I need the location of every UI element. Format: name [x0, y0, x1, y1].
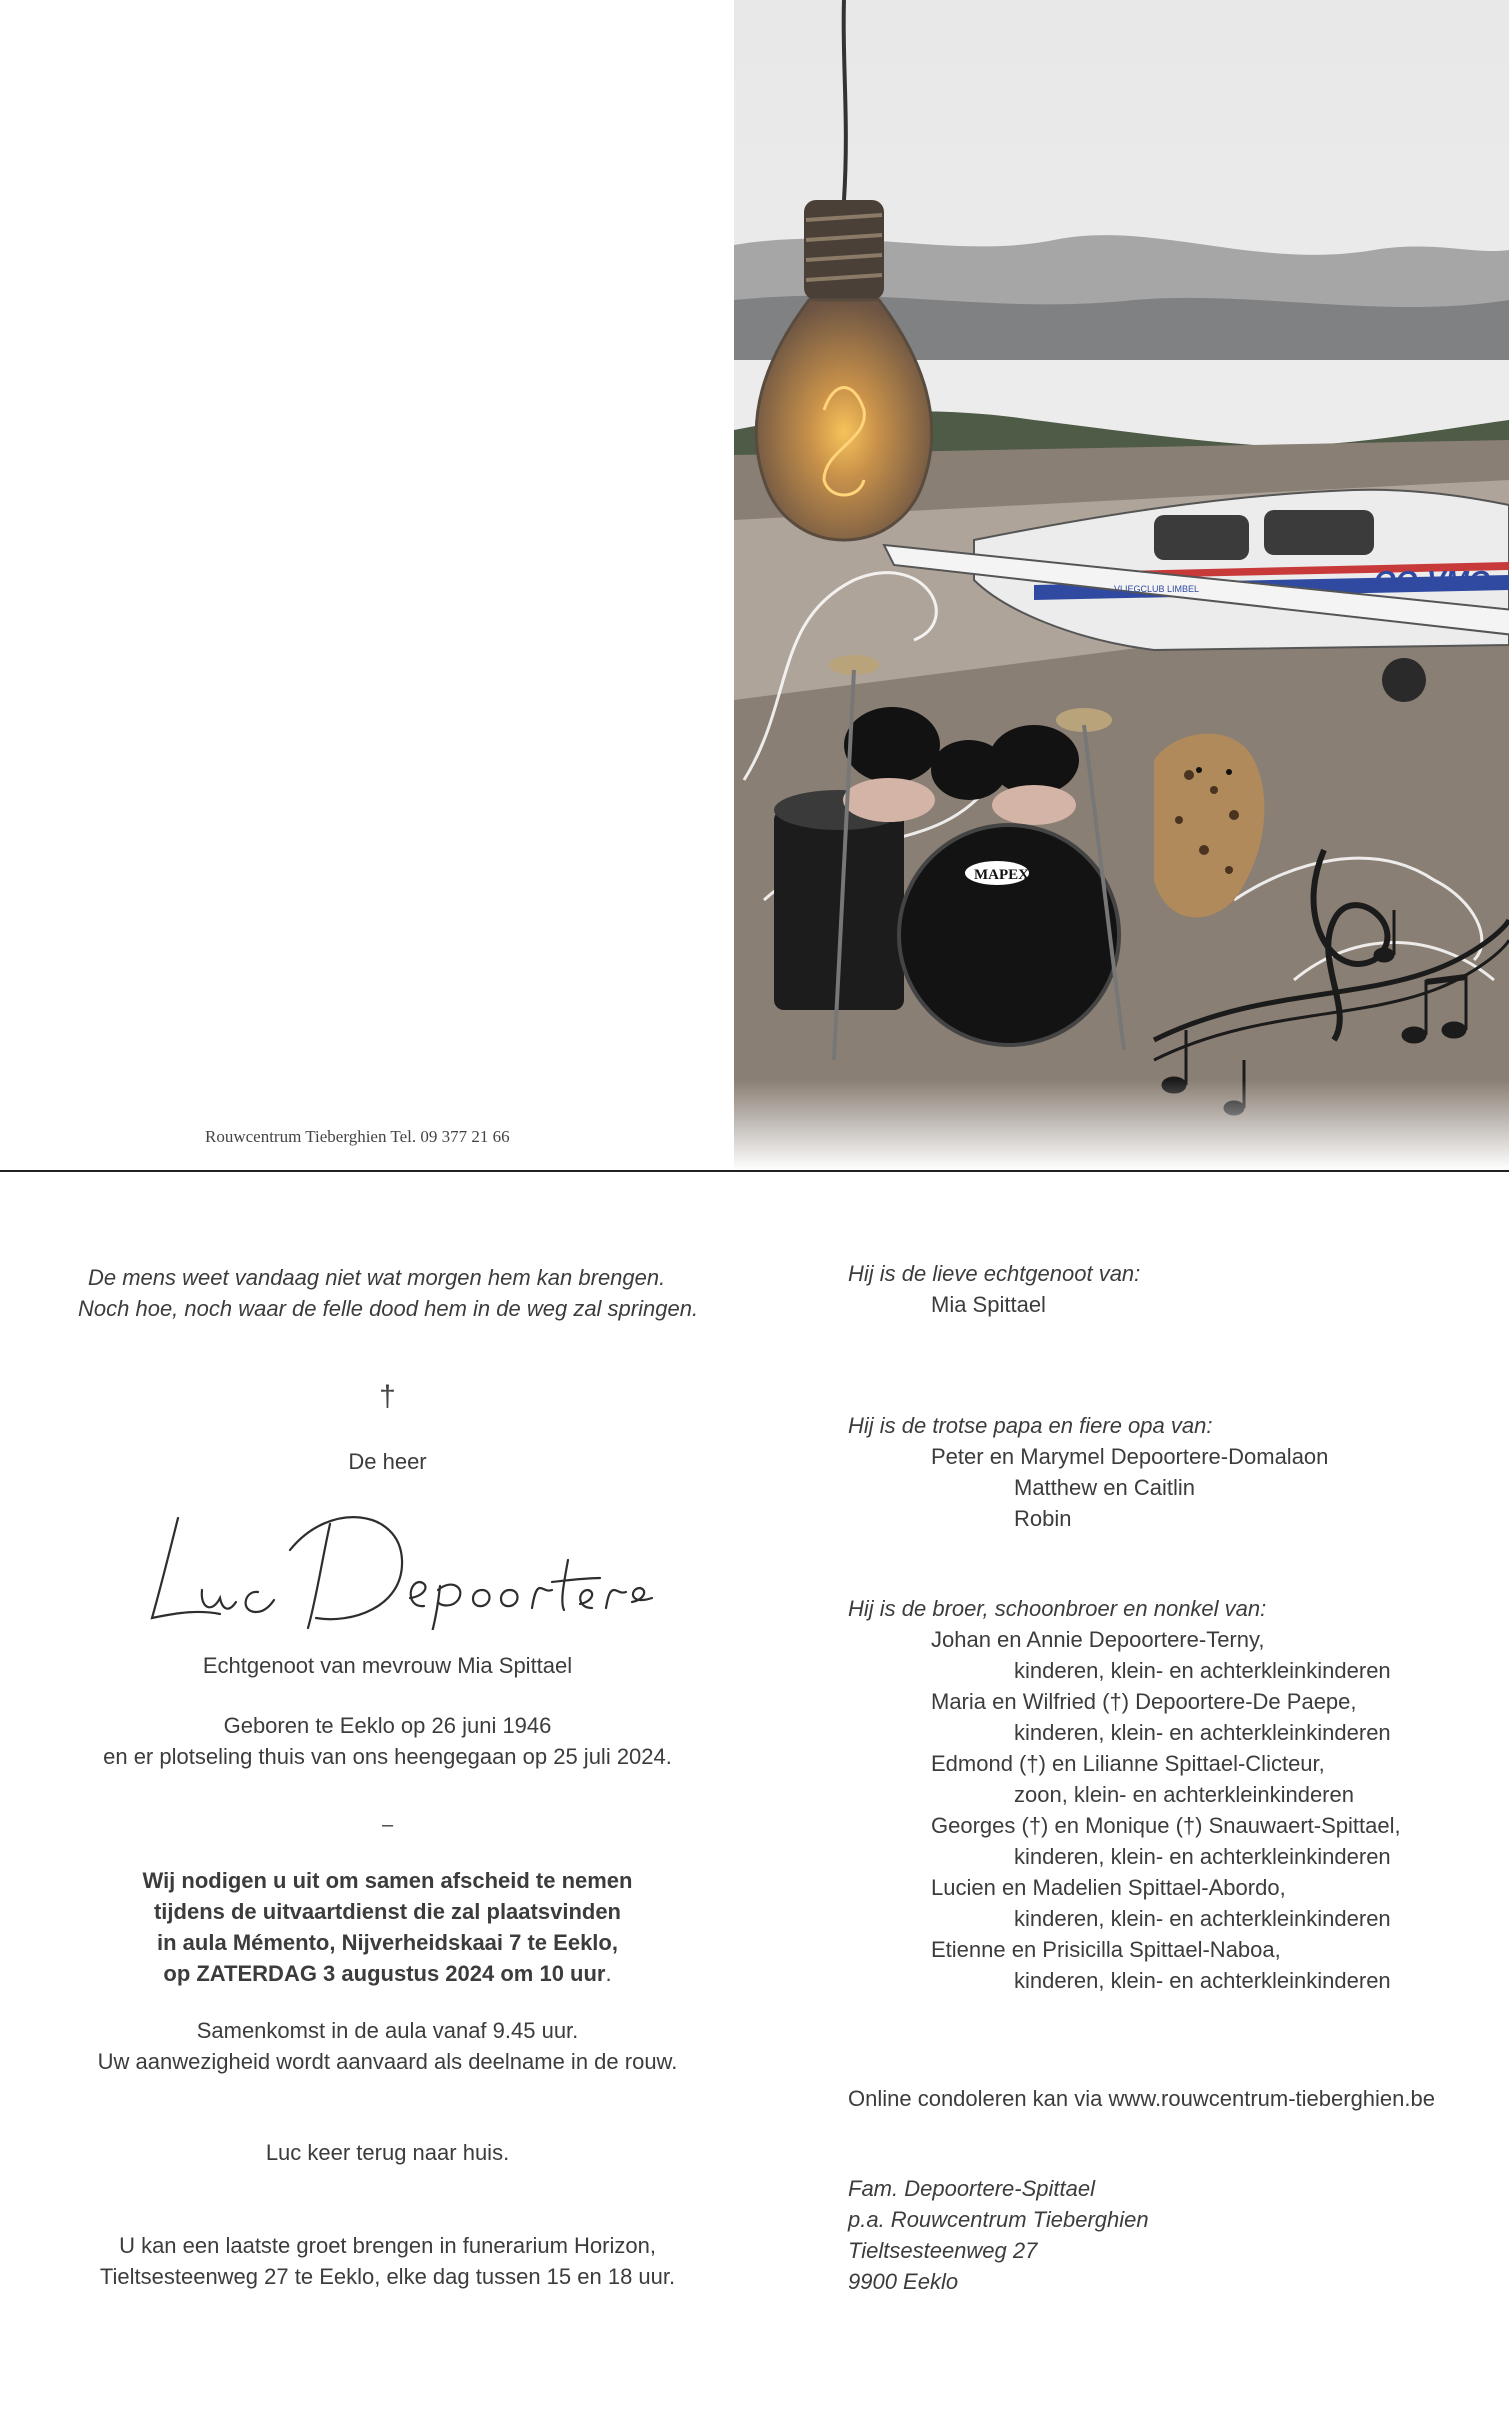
spouse-line: Echtgenoot van mevrouw Mia Spittael: [202, 1653, 573, 1678]
sibling-descendants: zoon, klein- en achterkleinkinderen: [1014, 1782, 1354, 1807]
quote: [60, 1262, 715, 1324]
salutation: De heer: [348, 1449, 427, 1474]
spouse-name: Mia Spittael: [931, 1292, 1046, 1317]
children-section: [848, 1410, 1488, 1534]
invite-line: [60, 1958, 715, 1989]
invite-end: .: [605, 1961, 612, 1986]
sibling-descendants: kinderen, klein- en achterkleinkinderen: [1014, 1658, 1391, 1683]
family-address: [848, 2173, 1488, 2297]
grandchildren-line: Robin: [1014, 1506, 1072, 1531]
funeral-home-contact: Rouwcentrum Tieberghien Tel. 09 377 21 66: [205, 1127, 510, 1146]
plane-club-text: VLIEGCLUB LIMBEL: [1114, 584, 1200, 594]
children-line: Peter en Marymel Depoortere-Domalaon: [931, 1444, 1329, 1469]
farewell-line: U kan een laatste groet brengen in funerarium Horizon,: [119, 2233, 656, 2258]
invite-line: in aula Mémento, Nijverheidskaai 7 te Eeklo,: [157, 1930, 618, 1955]
gathering-line: Samenkomst in de aula vanaf 9.45 uur.: [196, 2018, 579, 2043]
sibling-descendants: kinderen, klein- en achterkleinkinderen: [1014, 1968, 1391, 1993]
sibling-name: Maria en Wilfried (†) Depoortere-De Paepe,: [931, 1689, 1357, 1714]
invite-line: Wij nodigen u uit om samen afscheid te nemen: [142, 1868, 633, 1893]
sibling-descendants: kinderen, klein- en achterkleinkinderen: [1014, 1720, 1391, 1745]
birth-death-info: [60, 1710, 715, 1772]
service-invitation: [60, 1865, 715, 1989]
address-line: p.a. Rouwcentrum Tieberghien: [848, 2207, 1149, 2232]
invite-date: op ZATERDAG 3 augustus 2024 om 10 uur: [163, 1961, 606, 1986]
address-line: Fam. Depoortere-Spittael: [848, 2176, 1095, 2201]
siblings-label: Hij is de broer, schoonbroer en nonkel van:: [848, 1596, 1267, 1621]
deceased-name: [140, 1490, 660, 1630]
sibling-descendants: kinderen, klein- en achterkleinkinderen: [1014, 1906, 1391, 1931]
invite-line: tijdens de uitvaartdienst die zal plaatsvinden: [153, 1899, 621, 1924]
children-label: Hij is de trotse papa en fiere opa van:: [848, 1413, 1213, 1438]
spouse-label: Hij is de lieve echtgenoot van:: [848, 1261, 1141, 1286]
spouse-section: [848, 1258, 1488, 1320]
sibling-name: Edmond (†) en Lilianne Spittael-Clicteur,: [931, 1751, 1325, 1776]
family-column: [848, 0, 1488, 2427]
passed-line: en er plotseling thuis van ons heengegaan op 25 juli 2024.: [103, 1744, 672, 1769]
separator: –: [381, 1814, 394, 1836]
gathering-info: [60, 2015, 715, 2077]
farewell-info: [60, 2230, 715, 2292]
drum-brand: MAPEX: [974, 867, 1029, 883]
sibling-name: Lucien en Madelien Spittael-Abordo,: [931, 1875, 1286, 1900]
home-line: Luc keer terug naar huis.: [265, 2140, 510, 2165]
sibling-name: Etienne en Prisicilla Spittael-Naboa,: [931, 1937, 1281, 1962]
siblings-section: [848, 1593, 1488, 1996]
gathering-line: Uw aanwezigheid wordt aanvaard als deelname in de rouw.: [97, 2049, 678, 2074]
farewell-line: Tieltsesteenweg 27 te Eeklo, elke dag tussen 15 en 18 uur.: [99, 2264, 676, 2289]
sibling-descendants: kinderen, klein- en achterkleinkinderen: [1014, 1844, 1391, 1869]
plane-registration: OO-VMC: [1374, 565, 1490, 596]
quote-line: Noch hoe, noch waar de felle dood hem in de weg zal springen.: [78, 1296, 699, 1321]
born-line: Geboren te Eeklo op 26 juni 1946: [223, 1713, 552, 1738]
sibling-name: Johan en Annie Depoortere-Terny,: [931, 1627, 1265, 1652]
quote-line: De mens weet vandaag niet wat morgen hem kan brengen.: [88, 1265, 666, 1290]
sibling-name: Georges (†) en Monique (†) Snauwaert-Spittael,: [931, 1813, 1401, 1838]
grandchildren-line: Matthew en Caitlin: [1014, 1475, 1195, 1500]
address-line: 9900 Eeklo: [848, 2269, 959, 2294]
address-line: Tieltsesteenweg 27: [848, 2238, 1038, 2263]
cross-symbol: †: [379, 1380, 396, 1413]
deceased-name-script: [140, 1490, 660, 1630]
online-condolence: Online condoleren kan via www.rouwcentrum-tieberghien.be: [848, 2086, 1435, 2111]
